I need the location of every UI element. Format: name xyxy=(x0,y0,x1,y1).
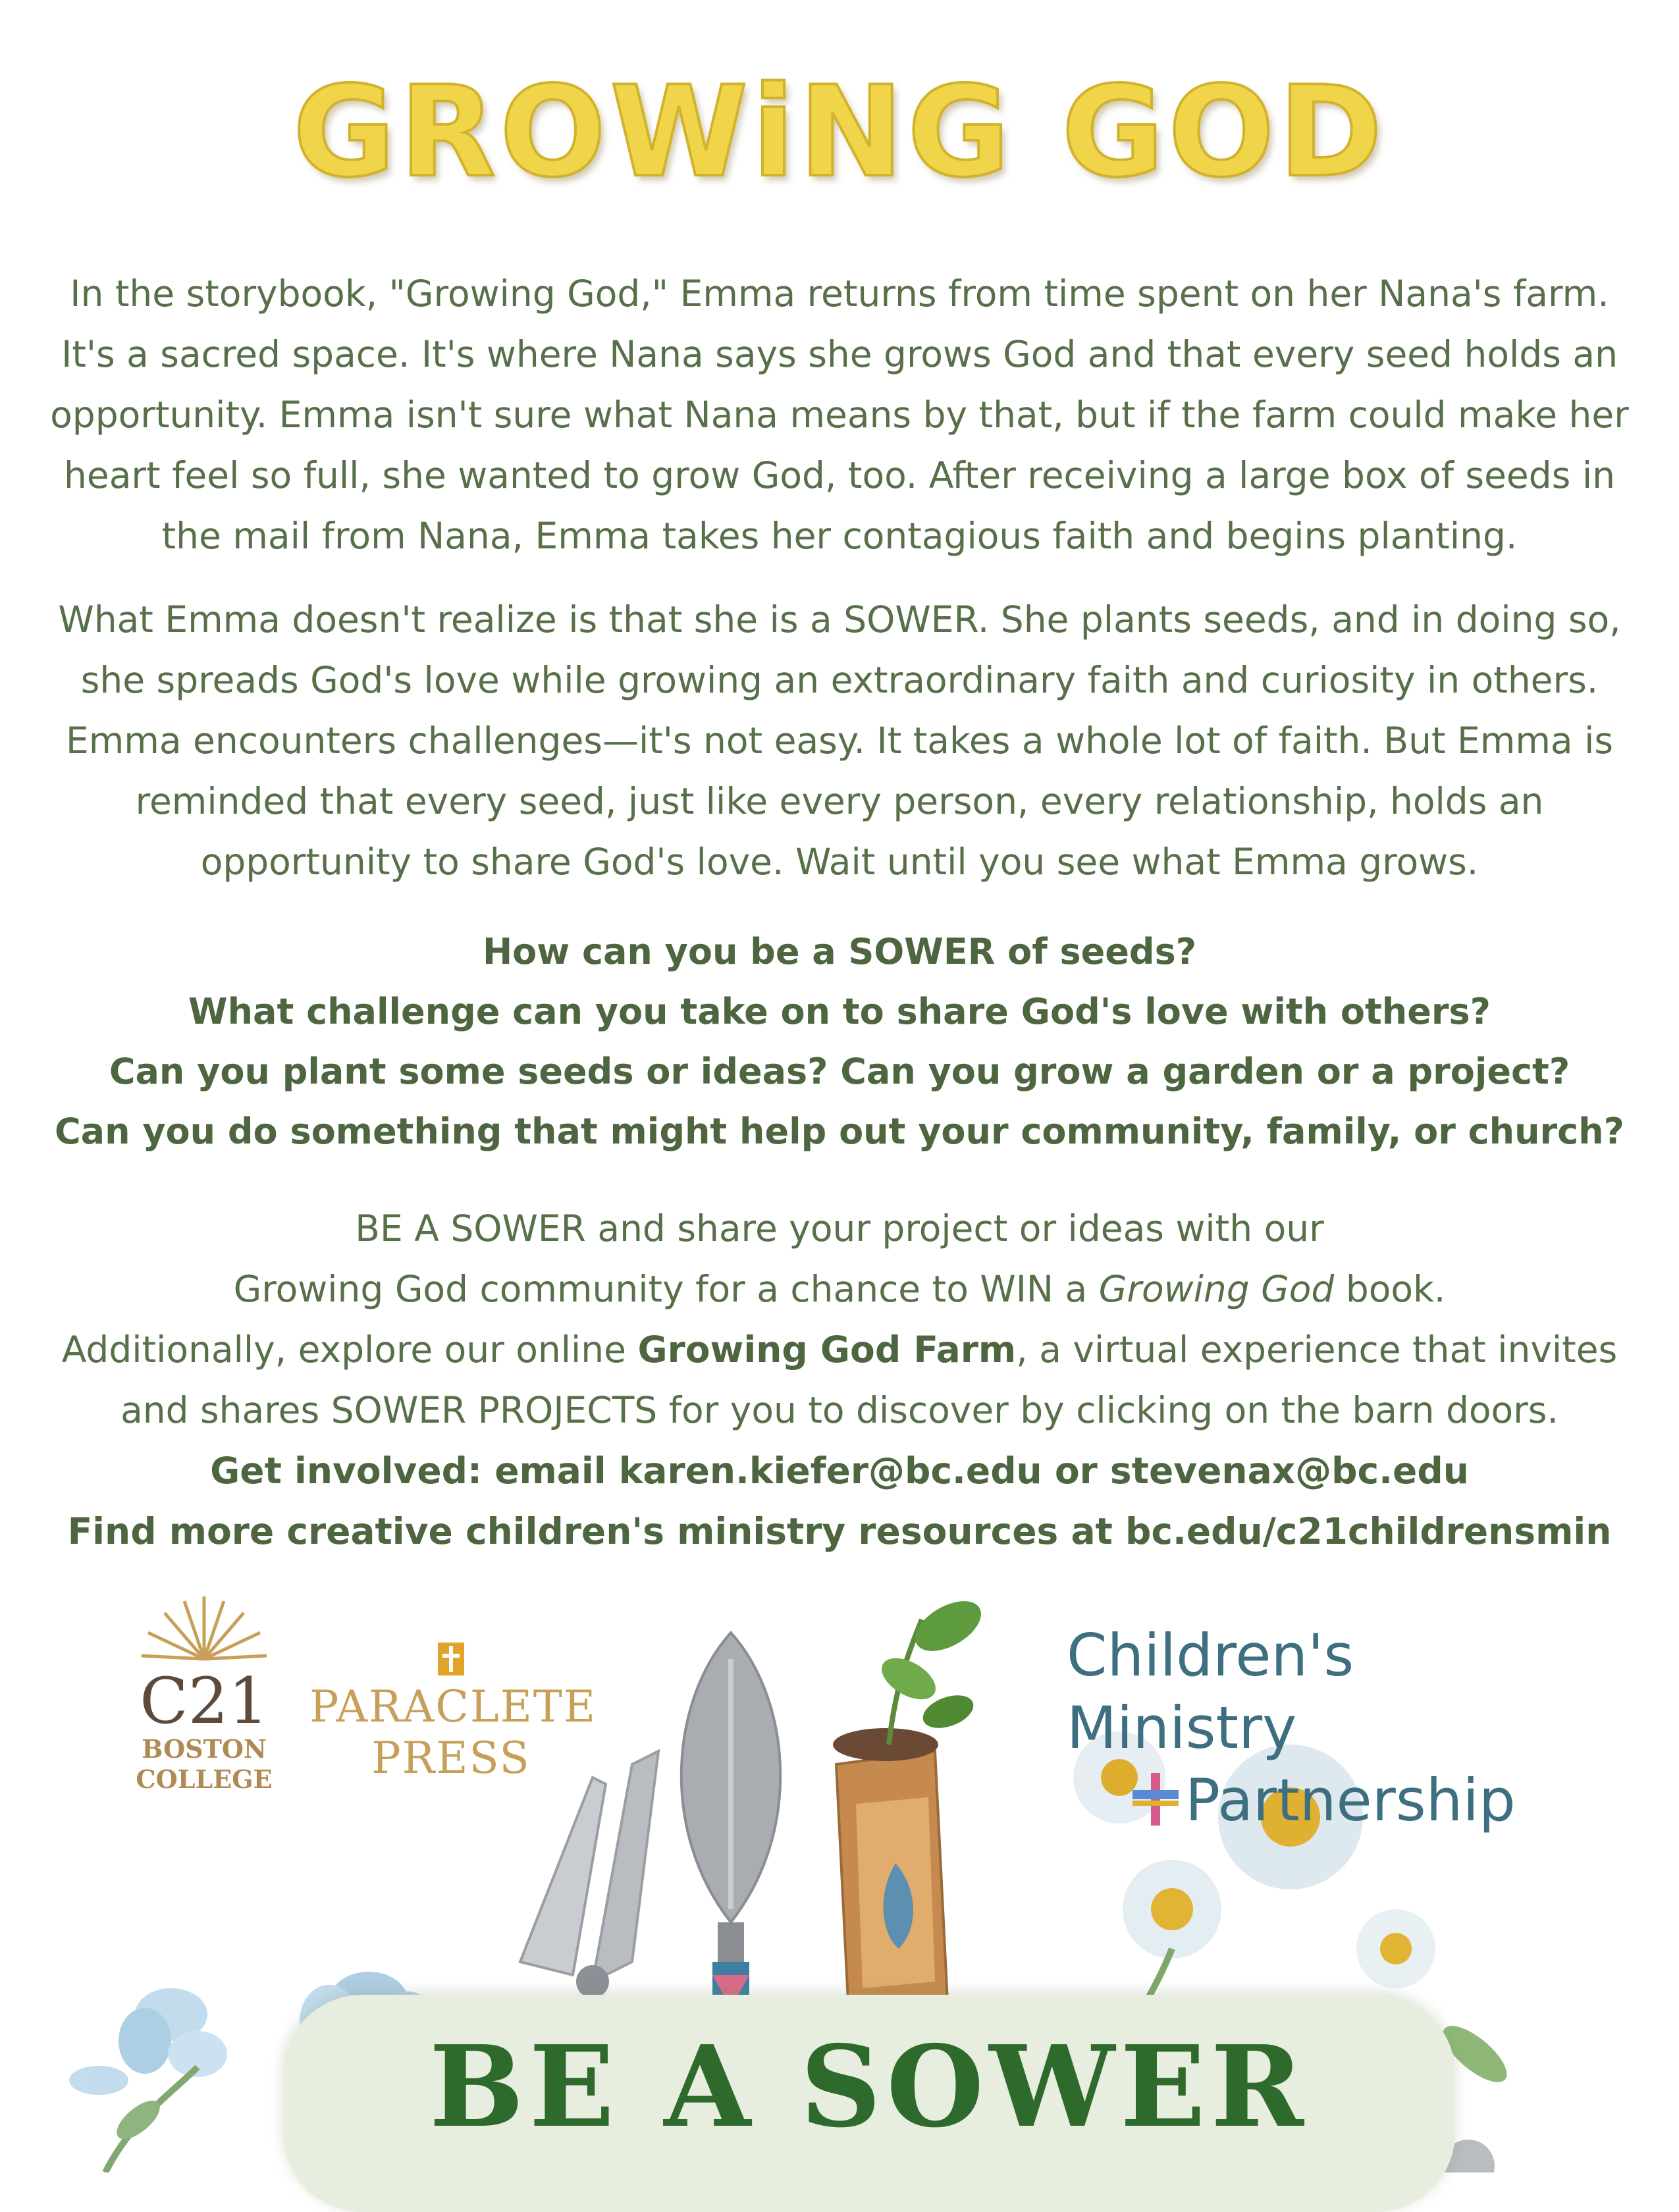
seed-pot-icon xyxy=(833,1591,990,2028)
cta-line-2 xyxy=(46,1259,1633,1319)
farm-link[interactable]: Growing God Farm xyxy=(637,1329,1017,1371)
cross-icon xyxy=(431,1639,471,1679)
cta-line-4: and shares SOWER PROJECTS for you to discover by clicking on the barn doors. xyxy=(120,1389,1559,1431)
cta-line-3-end: , a virtual experience that invites xyxy=(1016,1329,1618,1371)
cmp-line-2 xyxy=(1067,1764,1580,1837)
paraclete-press-logo xyxy=(309,1639,597,1784)
cta-line-1: BE A SOWER and share your project or ideas with our xyxy=(355,1207,1324,1250)
childrens-ministry-partnership-logo xyxy=(1067,1620,1580,1837)
c21-line-1: BOSTON xyxy=(142,1734,267,1764)
intro-paragraph-2: What Emma doesn't realize is that she is a SOWER. She plants seeds, and in doing so, she spreads God's love while growing an extraordinary faith and curiosity in others. Emma encounters challenges—it's not easy. It takes a whole lot of faith. But Emma is reminded that every seed, just like every person, every relationship, holds an opportunity to share God's love. Wait until you see what Emma grows. xyxy=(58,598,1621,883)
contact-line[interactable]: Get involved: email karen.kiefer@bc.edu or stevenax@bc.edu xyxy=(210,1450,1469,1492)
be-a-sower-banner xyxy=(283,1995,1455,2212)
sunburst-icon xyxy=(138,1593,270,1666)
paraclete-line-1: PARACLETE xyxy=(309,1681,597,1732)
paraclete-line-2: PRESS xyxy=(371,1733,531,1783)
c21-line-2: COLLEGE xyxy=(136,1764,273,1794)
question-item: How can you be a SOWER of seeds? xyxy=(482,931,1197,972)
intro-paragraph-1: In the storybook, "Growing God," Emma returns from time spent on her Nana's farm. It's a sacred space. It's where Nana says she grows God and that every seed holds an opportunity. Emma isn't sure what Nana means by that, but if the farm could make her heart feel so full, she wanted to grow God, too. After receiving a large box of seeds in the mail from Nana, Emma takes her contagious faith and begins planting. xyxy=(50,273,1629,557)
page-title: GROWiNG GOD xyxy=(292,59,1387,205)
cmp-line-2-text: Partnership xyxy=(1185,1766,1516,1834)
cmp-line-1: Children's Ministry xyxy=(1067,1621,1354,1762)
question-item: Can you plant some seeds or ideas? Can you grow a garden or a project? xyxy=(109,1051,1570,1092)
crayon-cross-icon xyxy=(1133,1773,1179,1826)
cta-line-3 xyxy=(46,1319,1633,1380)
question-item: What challenge can you take on to share God's love with others? xyxy=(188,991,1491,1032)
cta-line-3-start: Additionally, explore our online xyxy=(61,1329,638,1371)
c21-mark: C21 xyxy=(140,1664,269,1738)
book-title: Growing God xyxy=(1098,1268,1335,1310)
cta-line-2-start: Growing God community for a chance to WIN a xyxy=(233,1268,1099,1310)
resources-line[interactable]: Find more creative children's ministry resources at bc.edu/c21childrensmin xyxy=(67,1510,1612,1552)
banner-text: BE A SOWER xyxy=(429,2021,1310,2153)
call-to-action xyxy=(46,1198,1633,1562)
question-list xyxy=(46,922,1633,1161)
cta-line-2-end: book. xyxy=(1334,1268,1446,1310)
c21-boston-college-logo xyxy=(132,1593,277,1795)
question-item: Can you do something that might help out your community, family, or church? xyxy=(55,1111,1624,1152)
